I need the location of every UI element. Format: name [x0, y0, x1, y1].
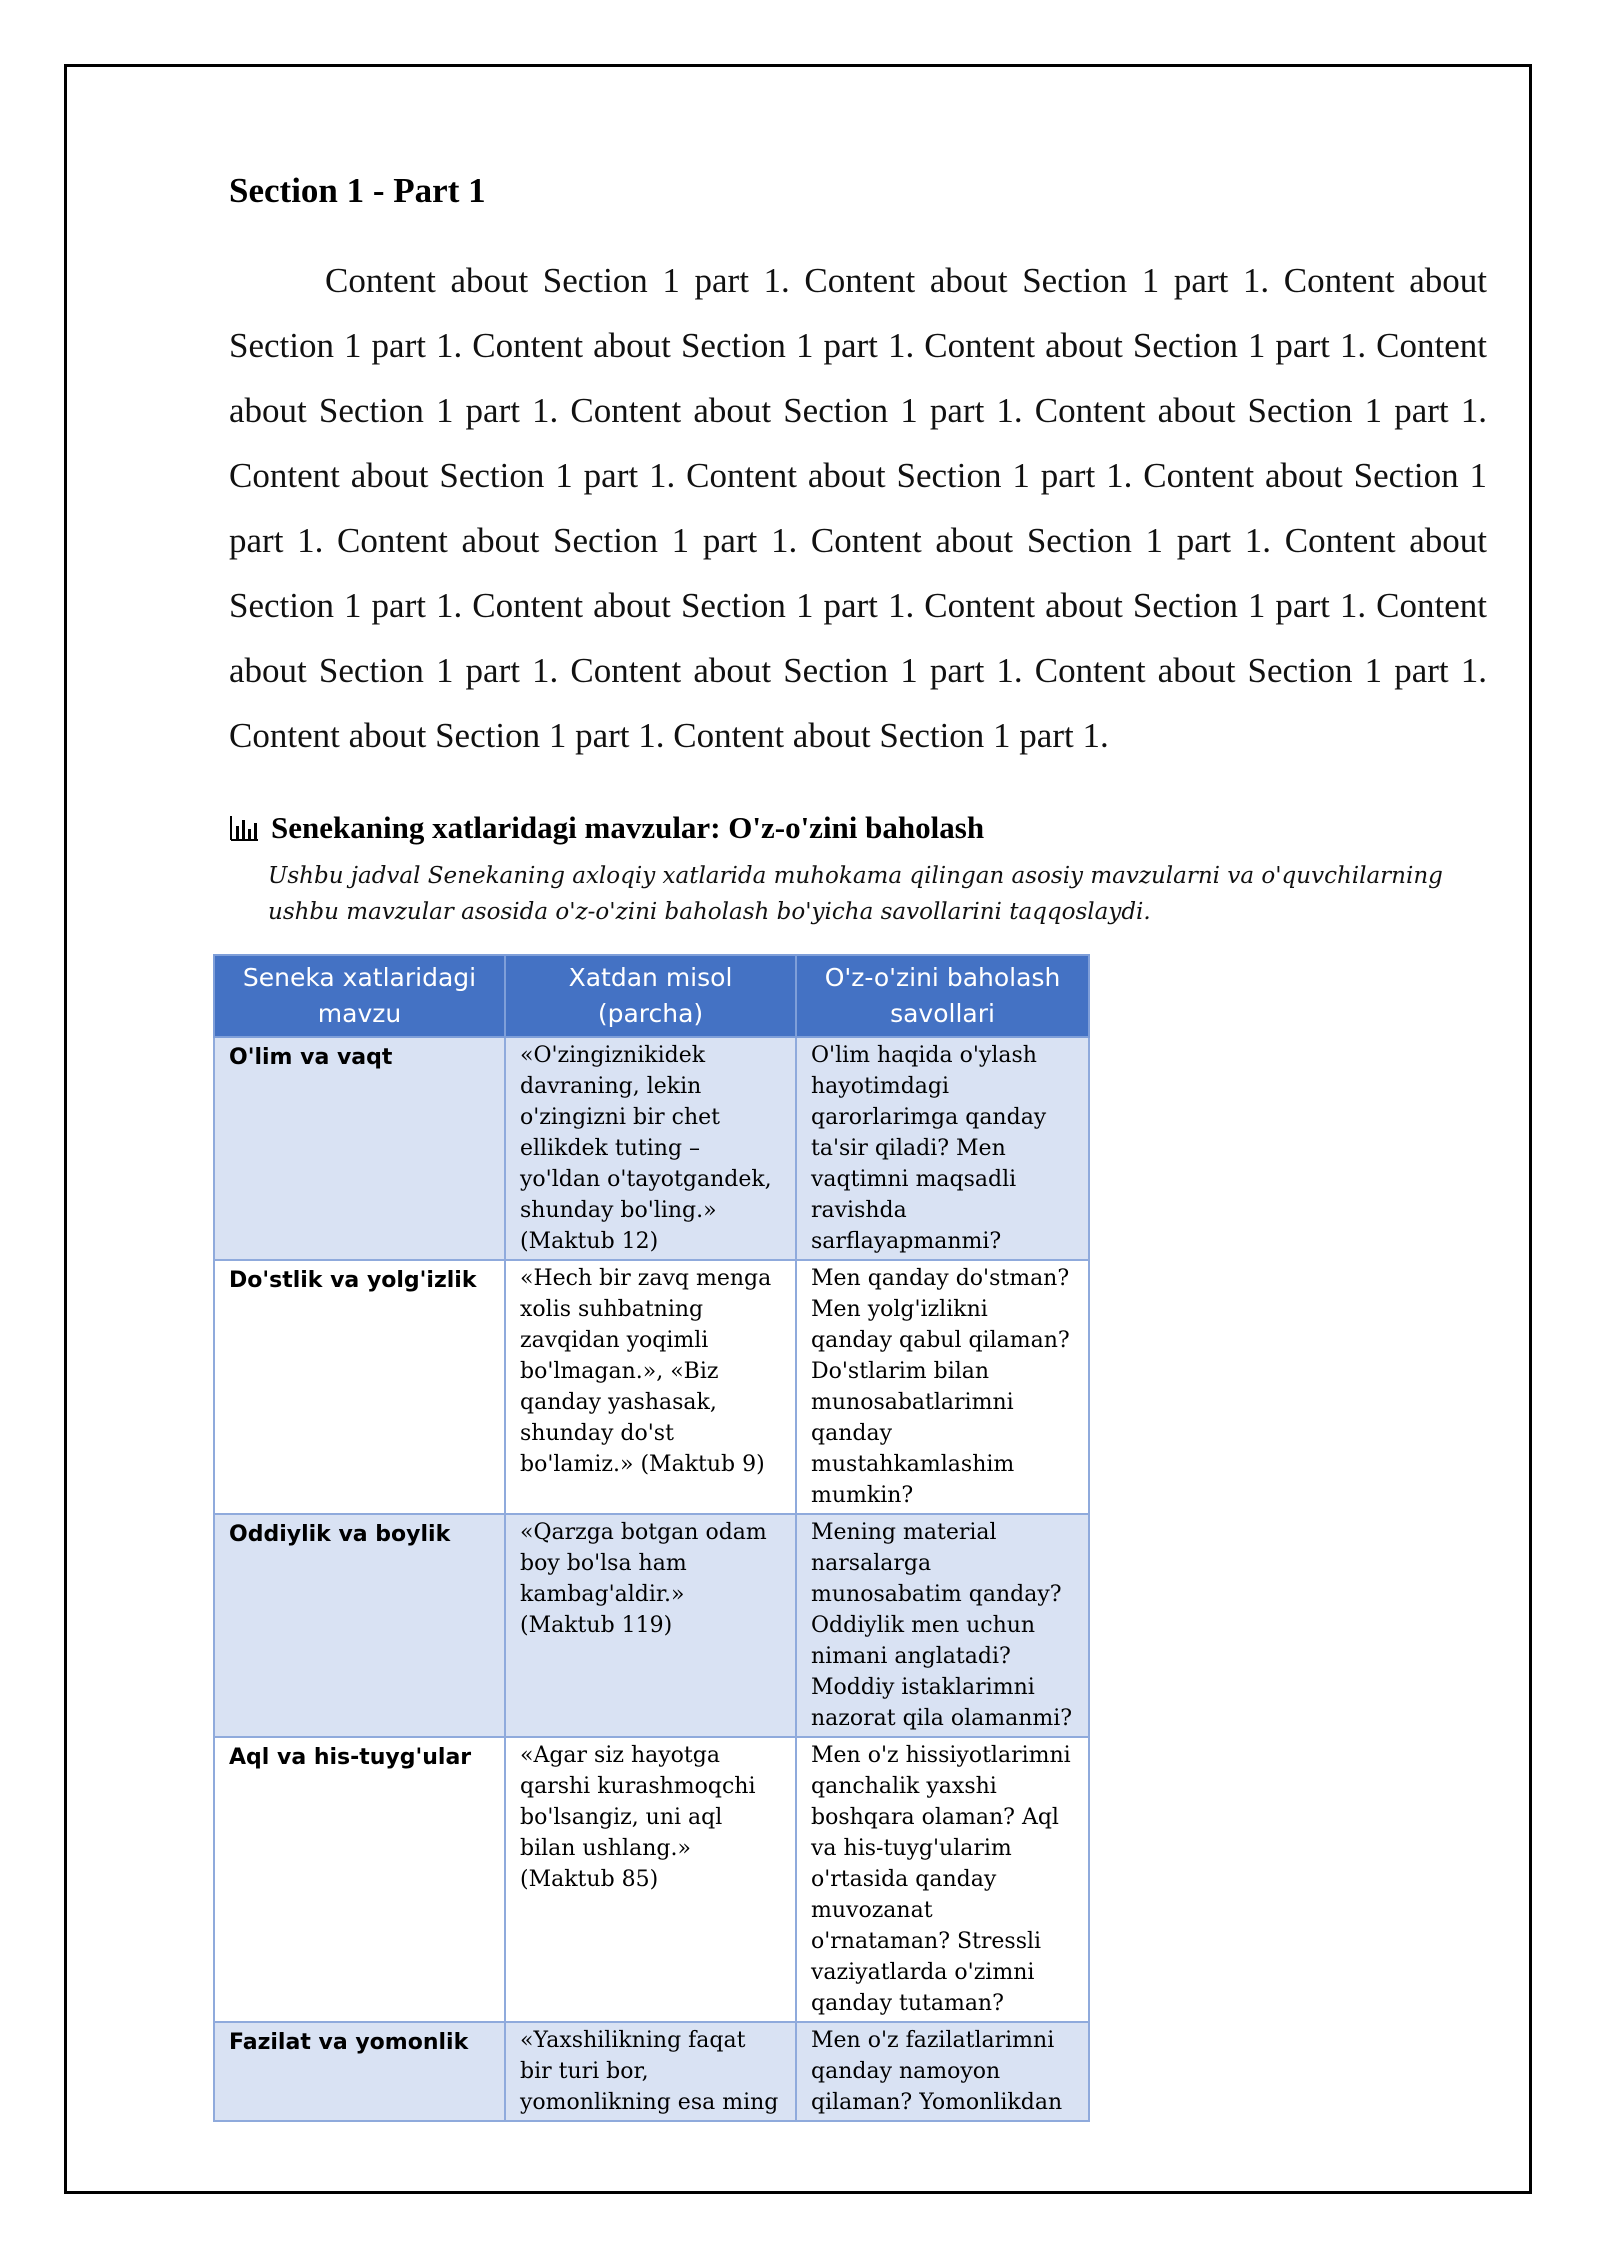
topic-cell: Fazilat va yomonlik: [214, 2022, 505, 2121]
table-row: [214, 1260, 1089, 1514]
themes-table: [213, 954, 1090, 2122]
excerpt-cell: «Qarzga botgan odam boy bo'lsa ham kambag'aldir.» (Maktub 119): [505, 1514, 796, 1737]
questions-cell: O'lim haqida o'ylash hayotimdagi qarorlarimga qanday ta'sir qiladi? Men vaqtimni maqsadli ravishda sarflayapmanmi?: [796, 1037, 1089, 1260]
section-paragraph: Content about Section 1 part 1. Content about Section 1 part 1. Content about Section 1 part 1. Content about Section 1 part 1. Content about Section 1 part 1. Content about Section 1 part 1. Content about Section 1 part 1. Content about Section 1 part 1. Content about Section 1 part 1. Content about Section 1 part 1. Content about Section 1 part 1. Content about Section 1 part 1. Content about Section 1 part 1. Content about Section 1 part 1. Content about Section 1 part 1. Content about Section 1 part 1. Content about Section 1 part 1. Content about Section 1 part 1. Content about Section 1 part 1. Content about Section 1 part 1. Content about Section 1 part 1.: [229, 261, 1487, 755]
topic-cell: Oddiylik va boylik: [214, 1514, 505, 1737]
table-row: [214, 2022, 1089, 2121]
table-title: Senekaning xatlaridagi mavzular: O'z-o'zini baholash: [271, 810, 985, 845]
table-header-row: [214, 955, 1089, 1037]
header-excerpt: Xatdan misol (parcha): [505, 955, 796, 1037]
topic-cell: Do'stlik va yolg'izlik: [214, 1260, 505, 1514]
bar-chart-icon: [229, 814, 259, 842]
header-questions: O'z-o'zini baholash savollari: [796, 955, 1089, 1037]
excerpt-cell: «Yaxshilikning faqat bir turi bor, yomonlikning esa ming: [505, 2022, 796, 2121]
table-heading: [229, 810, 1487, 846]
questions-cell: Men o'z fazilatlarimni qanday namoyon qilaman? Yomonlikdan: [796, 2022, 1089, 2121]
questions-cell: Mening material narsalarga munosabatim qanday? Oddiylik men uchun nimani anglatadi? Moddiy istaklarimni nazorat qila olamanmi?: [796, 1514, 1089, 1737]
topic-cell: O'lim va vaqt: [214, 1037, 505, 1260]
questions-cell: Men qanday do'stman? Men yolg'izlikni qanday qabul qilaman? Do'stlarim bilan munosabatlarimni qanday mustahkamlashim mumkin?: [796, 1260, 1089, 1514]
excerpt-cell: «Hech bir zavq menga xolis suhbatning zavqidan yoqimli bo'lmagan.», «Biz qanday yashasak, shunday do'st bo'lamiz.» (Maktub 9): [505, 1260, 796, 1514]
table-row: [214, 1514, 1089, 1737]
table-caption: Ushbu jadval Senekaning axloqiy xatlarida muhokama qilingan asosiy mavzularni va o'quvchilarning ushbu mavzular asosida o'z-o'zini baholash bo'yicha savollarini taqqoslaydi.: [268, 863, 1443, 925]
topic-cell: Aql va his-tuyg'ular: [214, 1737, 505, 2022]
excerpt-cell: «Agar siz hayotga qarshi kurashmoqchi bo'lsangiz, uni aql bilan ushlang.» (Maktub 85): [505, 1737, 796, 2022]
section-heading: Section 1 - Part 1: [229, 171, 486, 210]
table-row: [214, 1737, 1089, 2022]
page-content: [229, 170, 1487, 930]
header-topic: Seneka xatlaridagi mavzu: [214, 955, 505, 1037]
questions-cell: Men o'z hissiyotlarimni qanchalik yaxshi boshqara olaman? Aql va his-tuyg'ularim o'rtasida qanday muvozanat o'rnataman? Stressli vaziyatlarda o'zimni qanday tutaman?: [796, 1737, 1089, 2022]
excerpt-cell: «O'zingiznikidek davraning, lekin o'zingizni bir chet ellikdek tuting – yo'ldan o'tayotgandek, shunday bo'ling.» (Maktub 12): [505, 1037, 796, 1260]
table-container: [213, 954, 1088, 2122]
table-row: [214, 1037, 1089, 1260]
